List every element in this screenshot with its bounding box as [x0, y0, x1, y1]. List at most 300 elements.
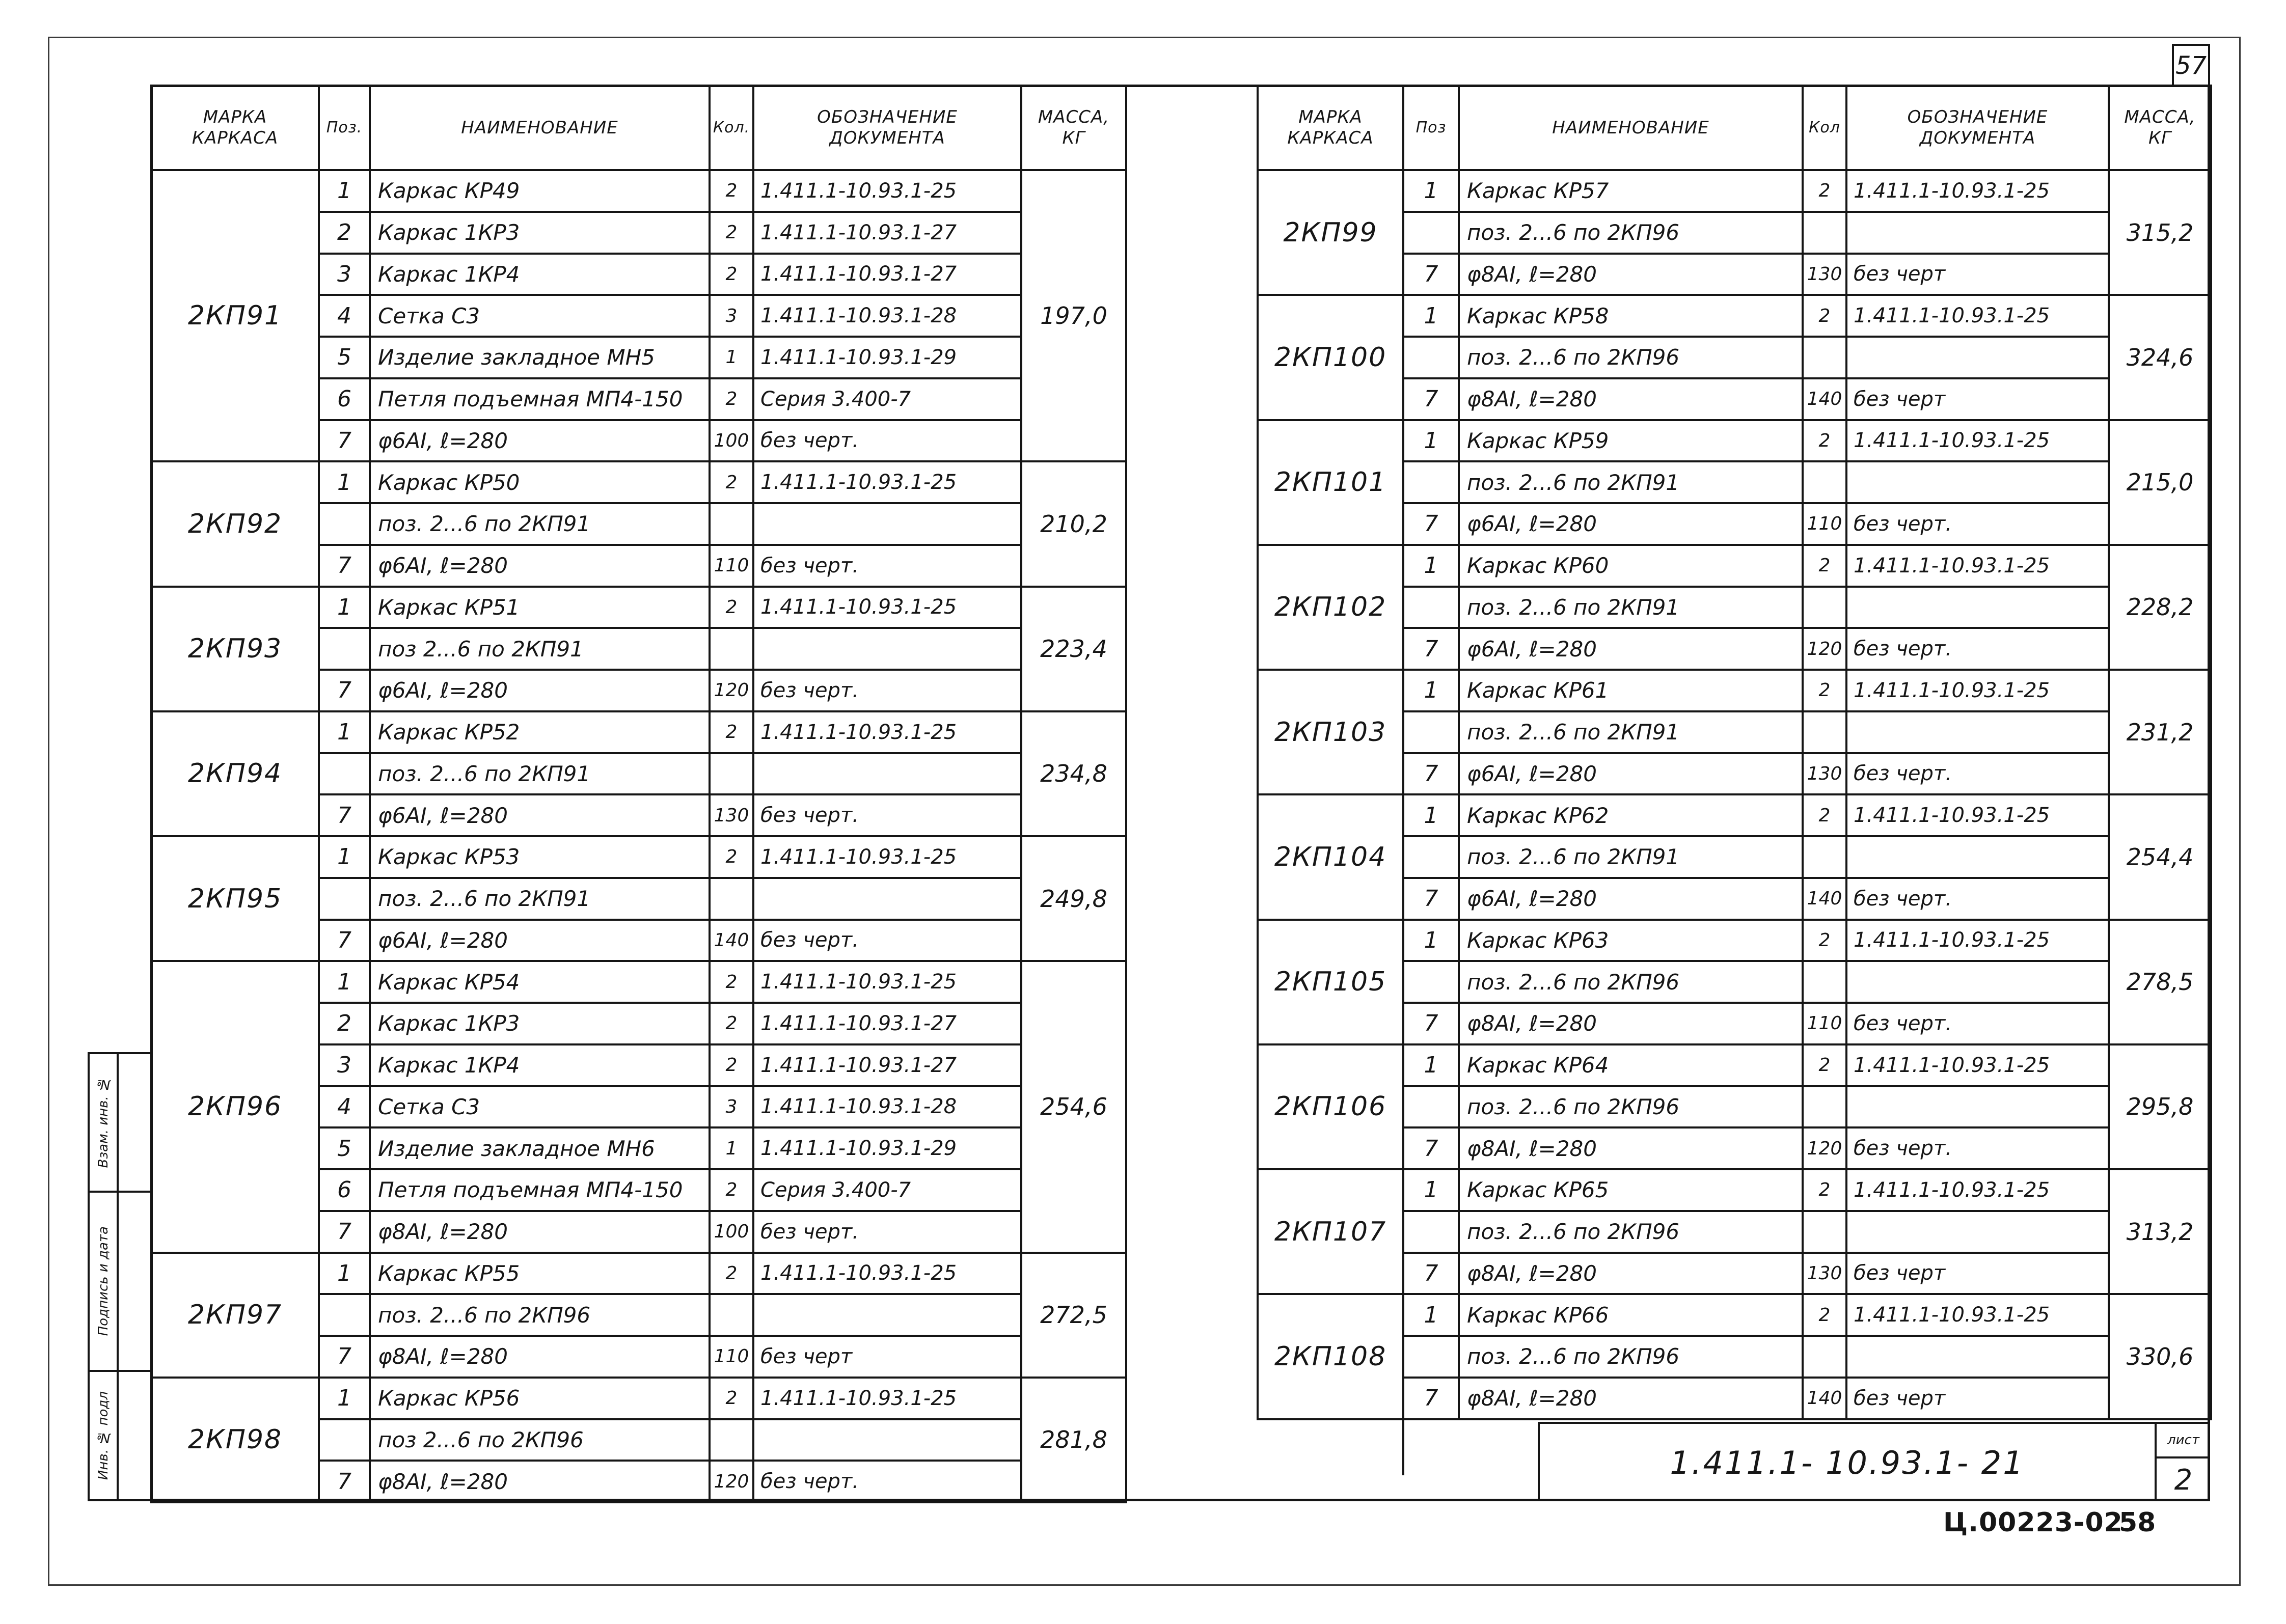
cell-name: Каркас КР61: [1459, 670, 1803, 711]
cell-doc: без черт.: [1846, 753, 2109, 795]
header-pos: Поз: [1403, 86, 1459, 170]
cell-name: Каркас 1КР3: [370, 1003, 710, 1044]
cell-pos: [1403, 1336, 1459, 1378]
header-mass: [1021, 86, 1126, 170]
frame-mark-cell: 2КП103: [1258, 670, 1403, 794]
cell-doc: без черт: [1846, 1378, 2109, 1419]
cell-doc: [1846, 1211, 2109, 1253]
cell-doc: 1.411.1-10.93.1-25: [1846, 920, 2109, 961]
cell-pos: 5: [319, 1127, 370, 1169]
cell-pos: [1403, 212, 1459, 254]
cell-doc: 1.411.1-10.93.1-25: [753, 170, 1021, 212]
table-row: [1258, 1294, 2211, 1336]
left-specification-table: [150, 85, 1127, 1503]
cell-doc: без черт.: [1846, 1127, 2109, 1169]
cell-doc: [1846, 461, 2109, 503]
cell-name: поз. 2...6 по 2КП96: [370, 1294, 710, 1336]
table-row: [1258, 1044, 2211, 1086]
cell-qty: 2: [710, 1378, 753, 1419]
cell-doc: без черт.: [753, 1211, 1021, 1253]
cell-doc: 1.411.1-10.93.1-25: [1846, 1294, 2109, 1336]
frame-mark-cell: 2КП107: [1258, 1169, 1403, 1294]
cell-pos: [319, 628, 370, 670]
cell-name: Каркас КР53: [370, 836, 710, 878]
cell-name: Каркас КР54: [370, 961, 710, 1003]
cell-qty: 140: [1803, 1378, 1846, 1419]
header-row: [151, 86, 1126, 170]
cell-pos: 1: [319, 836, 370, 878]
cell-pos: [319, 1419, 370, 1461]
mass-cell: 210,2: [1021, 461, 1126, 586]
cell-name: поз. 2...6 по 2КП91: [370, 503, 710, 545]
cell-name: Изделие закладное МН6: [370, 1127, 710, 1169]
header-name: НАИМЕНОВАНИЕ: [370, 86, 710, 170]
cell-doc: 1.411.1-10.93.1-29: [753, 337, 1021, 378]
cell-name: поз 2...6 по 2КП91: [370, 628, 710, 670]
cell-doc: [1846, 1336, 2109, 1378]
cell-doc: 1.411.1-10.93.1-25: [1846, 1044, 2109, 1086]
frame-mark-cell: 2КП100: [1258, 295, 1403, 420]
archive-page-number: 58: [2119, 1507, 2156, 1538]
cell-qty: [1803, 1336, 1846, 1378]
cell-name: φ8АI, ℓ=280: [1459, 378, 1803, 420]
side-label-signature-date: Подпись и дата: [95, 1226, 111, 1336]
cell-qty: 120: [710, 1461, 753, 1502]
cell-qty: 2: [710, 212, 753, 254]
cell-doc: 1.411.1-10.93.1-25: [753, 587, 1021, 628]
cell-name: Каркас КР50: [370, 461, 710, 503]
cell-name: поз. 2...6 по 2КП96: [1459, 961, 1803, 1003]
frame-mark-cell: 2КП93: [151, 587, 319, 711]
side-label-original-inv: Инв. № подл: [95, 1391, 111, 1480]
cell-pos: [1403, 1211, 1459, 1253]
cell-name: Изделие закладное МН5: [370, 337, 710, 378]
stamp-sheet-box: [2155, 1424, 2210, 1501]
cell-qty: [1803, 711, 1846, 753]
cell-qty: 100: [710, 1211, 753, 1253]
cell-doc: Серия 3.400-7: [753, 378, 1021, 420]
cell-pos: 7: [1403, 878, 1459, 920]
cell-doc: 1.411.1-10.93.1-25: [1846, 170, 2109, 212]
header-doc-line: ДОКУМЕНТА: [1919, 128, 2036, 148]
header-qty: Кол.: [710, 86, 753, 170]
cell-qty: 3: [710, 1086, 753, 1128]
table-row: [1258, 794, 2211, 836]
cell-name: Петля подъемная МП4-150: [370, 1169, 710, 1211]
cell-doc: [753, 753, 1021, 795]
table-row: [151, 1378, 1126, 1419]
header-mark-line: МАРКА: [203, 107, 267, 128]
cell-qty: 120: [1803, 1127, 1846, 1169]
cell-name: φ6АI, ℓ=280: [370, 920, 710, 961]
cell-qty: [710, 1419, 753, 1461]
mass-cell: 215,0: [2109, 420, 2211, 545]
table-row: [151, 961, 1126, 1003]
cell-pos: [1403, 711, 1459, 753]
cell-pos: [1403, 461, 1459, 503]
stamp-sheet-value: 2: [2174, 1463, 2193, 1497]
cell-name: φ6АI, ℓ=280: [1459, 753, 1803, 795]
cell-doc: без черт.: [1846, 878, 2109, 920]
cell-name: поз. 2...6 по 2КП96: [1459, 337, 1803, 378]
mass-cell: 313,2: [2109, 1169, 2211, 1294]
stamp-designation: 1.411.1- 10.93.1- 21: [1670, 1444, 2025, 1481]
cell-pos: 7: [319, 920, 370, 961]
table-row: [1258, 670, 2211, 711]
table-row: [1258, 295, 2211, 337]
cell-qty: 2: [710, 170, 753, 212]
cell-qty: 2: [1803, 1169, 1846, 1211]
cell-qty: [710, 878, 753, 920]
header-qty: Кол: [1803, 86, 1846, 170]
cell-doc: без черт.: [753, 545, 1021, 587]
cell-qty: [1803, 961, 1846, 1003]
table-row: [151, 587, 1126, 628]
cell-name: Каркас КР64: [1459, 1044, 1803, 1086]
cell-pos: 7: [319, 794, 370, 836]
cell-doc: без черт: [1846, 1253, 2109, 1295]
cell-name: Петля подъемная МП4-150: [370, 378, 710, 420]
header-doc-line: ОБОЗНАЧЕНИЕ: [1907, 107, 2048, 128]
cell-doc: 1.411.1-10.93.1-25: [753, 836, 1021, 878]
mass-cell: 281,8: [1021, 1378, 1126, 1502]
cell-doc: 1.411.1-10.93.1-27: [753, 1044, 1021, 1086]
header-mark: [151, 86, 319, 170]
cell-qty: [1803, 587, 1846, 628]
cell-doc: 1.411.1-10.93.1-25: [753, 1378, 1021, 1419]
mass-cell: 254,4: [2109, 794, 2211, 919]
side-cell-original-inv: [90, 1372, 117, 1499]
header-doc-line: ОБОЗНАЧЕНИЕ: [817, 107, 958, 128]
cell-pos: 1: [1403, 295, 1459, 337]
cell-pos: 1: [319, 461, 370, 503]
top-sheet-number-text: 57: [2175, 51, 2207, 80]
cell-qty: 130: [1803, 1253, 1846, 1295]
frame-mark-cell: 2КП102: [1258, 545, 1403, 670]
mass-cell: 223,4: [1021, 587, 1126, 711]
cell-name: φ6АI, ℓ=280: [1459, 503, 1803, 545]
cell-name: φ6АI, ℓ=280: [370, 794, 710, 836]
header-doc: [1846, 86, 2109, 170]
cell-pos: 7: [319, 1211, 370, 1253]
cell-pos: 7: [1403, 1253, 1459, 1295]
cell-pos: 1: [319, 961, 370, 1003]
cell-name: Каркас 1КР4: [370, 254, 710, 295]
stamp-sheet-label: лист: [2157, 1424, 2210, 1458]
cell-pos: [1403, 836, 1459, 878]
cell-pos: 7: [319, 670, 370, 711]
cell-name: Каркас КР63: [1459, 920, 1803, 961]
cell-name: поз. 2...6 по 2КП91: [1459, 461, 1803, 503]
cell-doc: [1846, 836, 2109, 878]
header-mass-line: КГ: [1062, 128, 1085, 148]
cell-doc: 1.411.1-10.93.1-25: [1846, 794, 2109, 836]
cell-doc: без черт: [753, 1336, 1021, 1378]
cell-doc: без черт.: [753, 670, 1021, 711]
cell-doc: Серия 3.400-7: [753, 1169, 1021, 1211]
cell-qty: 2: [1803, 1044, 1846, 1086]
cell-doc: [1846, 1086, 2109, 1128]
cell-name: φ6АI, ℓ=280: [1459, 628, 1803, 670]
cell-qty: [1803, 1086, 1846, 1128]
header-row: [1258, 86, 2211, 170]
cell-name: поз. 2...6 по 2КП96: [1459, 1336, 1803, 1378]
cell-qty: [1803, 836, 1846, 878]
cell-pos: 6: [319, 1169, 370, 1211]
binding-side-strip: [88, 1052, 153, 1501]
cell-pos: 1: [1403, 420, 1459, 462]
cell-pos: 1: [319, 1253, 370, 1295]
cell-name: φ8АI, ℓ=280: [1459, 1003, 1803, 1044]
cell-name: φ8АI, ℓ=280: [1459, 254, 1803, 295]
cell-qty: [710, 628, 753, 670]
cell-doc: [753, 878, 1021, 920]
cell-name: поз. 2...6 по 2КП96: [1459, 1211, 1803, 1253]
table-row: [1258, 1169, 2211, 1211]
cell-qty: 1: [710, 337, 753, 378]
frame-mark-cell: 2КП105: [1258, 920, 1403, 1044]
cell-doc: 1.411.1-10.93.1-28: [753, 295, 1021, 337]
cell-name: Сетка С3: [370, 295, 710, 337]
cell-qty: 2: [710, 378, 753, 420]
cell-qty: 2: [1803, 794, 1846, 836]
cell-qty: 2: [1803, 420, 1846, 462]
mass-cell: 330,6: [2109, 1294, 2211, 1419]
cell-qty: 120: [1803, 628, 1846, 670]
cell-doc: 1.411.1-10.93.1-25: [753, 1253, 1021, 1295]
frame-mark-cell: 2КП97: [151, 1253, 319, 1378]
frame-mark-cell: 2КП106: [1258, 1044, 1403, 1169]
frame-mark-cell: 2КП94: [151, 711, 319, 836]
mass-cell: 231,2: [2109, 670, 2211, 794]
cell-qty: 2: [710, 961, 753, 1003]
cell-pos: 7: [1403, 753, 1459, 795]
cell-qty: 2: [710, 1003, 753, 1044]
cell-doc: [1846, 337, 2109, 378]
cell-pos: 3: [319, 1044, 370, 1086]
cell-pos: 1: [1403, 670, 1459, 711]
cell-qty: 2: [710, 1044, 753, 1086]
cell-qty: 2: [710, 711, 753, 753]
cell-doc: без черт.: [753, 420, 1021, 462]
cell-qty: 2: [710, 254, 753, 295]
cell-qty: 2: [1803, 1294, 1846, 1336]
cell-doc: 1.411.1-10.93.1-25: [753, 961, 1021, 1003]
cell-name: поз 2...6 по 2КП96: [370, 1419, 710, 1461]
cell-doc: 1.411.1-10.93.1-25: [753, 711, 1021, 753]
cell-pos: 3: [319, 254, 370, 295]
table-row: [151, 170, 1126, 212]
cell-qty: [1803, 212, 1846, 254]
cell-name: Каркас КР59: [1459, 420, 1803, 462]
cell-qty: [710, 503, 753, 545]
cell-name: поз. 2...6 по 2КП96: [1459, 212, 1803, 254]
header-mark-line: МАРКА: [1298, 107, 1363, 128]
cell-name: поз. 2...6 по 2КП96: [1459, 1086, 1803, 1128]
cell-name: Каркас КР51: [370, 587, 710, 628]
cell-pos: [319, 1294, 370, 1336]
cell-name: φ8АI, ℓ=280: [1459, 1378, 1803, 1419]
cell-pos: [319, 753, 370, 795]
cell-pos: 1: [319, 711, 370, 753]
cell-pos: 7: [1403, 1127, 1459, 1169]
cell-pos: 7: [1403, 1378, 1459, 1419]
cell-doc: без черт.: [1846, 503, 2109, 545]
header-mass: [2109, 86, 2211, 170]
mass-cell: 249,8: [1021, 836, 1126, 961]
cell-doc: без черт.: [753, 920, 1021, 961]
cell-name: φ8АI, ℓ=280: [1459, 1127, 1803, 1169]
cell-doc: без черт.: [1846, 1003, 2109, 1044]
cell-name: Каркас КР65: [1459, 1169, 1803, 1211]
frame-mark-cell: 2КП99: [1258, 170, 1403, 295]
cell-doc: 1.411.1-10.93.1-27: [753, 212, 1021, 254]
cell-doc: 1.411.1-10.93.1-27: [753, 254, 1021, 295]
cell-pos: 1: [1403, 1169, 1459, 1211]
cell-name: Каркас КР52: [370, 711, 710, 753]
cell-name: φ6АI, ℓ=280: [1459, 878, 1803, 920]
cell-pos: 7: [1403, 628, 1459, 670]
cell-pos: 1: [1403, 794, 1459, 836]
cell-name: Каркас 1КР3: [370, 212, 710, 254]
cell-name: φ6АI, ℓ=280: [370, 670, 710, 711]
cell-qty: 120: [710, 670, 753, 711]
side-cell-replacement-inv: [90, 1054, 151, 1193]
table-row: [151, 1253, 1126, 1295]
cell-name: Каркас КР55: [370, 1253, 710, 1295]
cell-doc: без черт: [1846, 254, 2109, 295]
cell-doc: 1.411.1-10.93.1-25: [1846, 1169, 2109, 1211]
frame-mark-cell: 2КП108: [1258, 1294, 1403, 1419]
cell-qty: [710, 1294, 753, 1336]
cell-qty: 140: [710, 920, 753, 961]
cell-doc: 1.411.1-10.93.1-25: [1846, 670, 2109, 711]
cell-qty: 2: [710, 1169, 753, 1211]
cell-qty: 140: [1803, 378, 1846, 420]
cell-pos: [319, 503, 370, 545]
frame-mark-cell: 2КП91: [151, 170, 319, 461]
cell-pos: 2: [319, 1003, 370, 1044]
cell-pos: [319, 878, 370, 920]
cell-name: Каркас КР57: [1459, 170, 1803, 212]
cell-name: φ8АI, ℓ=280: [1459, 1253, 1803, 1295]
cell-pos: [1403, 1086, 1459, 1128]
cell-qty: 2: [710, 836, 753, 878]
mass-cell: 315,2: [2109, 170, 2211, 295]
cell-qty: [1803, 337, 1846, 378]
cell-name: Каркас КР58: [1459, 295, 1803, 337]
cell-name: Каркас КР60: [1459, 545, 1803, 587]
header-name: НАИМЕНОВАНИЕ: [1459, 86, 1803, 170]
cell-doc: без черт.: [1846, 628, 2109, 670]
archive-code: Ц.00223-02: [1943, 1507, 2123, 1538]
cell-qty: 110: [710, 1336, 753, 1378]
cell-pos: 1: [319, 587, 370, 628]
cell-pos: [1403, 961, 1459, 1003]
cell-pos: 7: [319, 1461, 370, 1502]
cell-qty: 2: [1803, 920, 1846, 961]
mass-cell: 228,2: [2109, 545, 2211, 670]
cell-pos: 7: [319, 420, 370, 462]
cell-name: Каркас КР62: [1459, 794, 1803, 836]
cell-pos: 1: [1403, 1044, 1459, 1086]
cell-name: поз. 2...6 по 2КП91: [1459, 836, 1803, 878]
cell-name: поз. 2...6 по 2КП91: [370, 878, 710, 920]
table-row: [1258, 545, 2211, 587]
cell-doc: 1.411.1-10.93.1-28: [753, 1086, 1021, 1128]
cell-qty: 100: [710, 420, 753, 462]
header-mark-line: КАРКАСА: [1287, 128, 1374, 148]
cell-pos: 7: [1403, 254, 1459, 295]
cell-qty: 2: [710, 1253, 753, 1295]
side-cell-signature-date: [90, 1193, 151, 1372]
cell-doc: [753, 1419, 1021, 1461]
cell-doc: 1.411.1-10.93.1-29: [753, 1127, 1021, 1169]
cell-doc: [1846, 711, 2109, 753]
cell-name: φ6АI, ℓ=280: [370, 545, 710, 587]
cell-name: Каркас КР66: [1459, 1294, 1803, 1336]
cell-doc: [753, 1294, 1021, 1336]
mass-cell: 234,8: [1021, 711, 1126, 836]
header-mass-line: МАССА,: [2124, 107, 2196, 128]
mass-cell: 295,8: [2109, 1044, 2211, 1169]
header-doc: [753, 86, 1021, 170]
cell-doc: 1.411.1-10.93.1-27: [753, 1003, 1021, 1044]
table-row: [1258, 420, 2211, 462]
table-row: [151, 836, 1126, 878]
side-label-replacement-inv: Взам. инв. №: [95, 1077, 111, 1168]
right-specification-table: [1257, 85, 2212, 1420]
mass-cell: 197,0: [1021, 170, 1126, 461]
header-mark: [1258, 86, 1403, 170]
cell-doc: [1846, 587, 2109, 628]
cell-doc: 1.411.1-10.93.1-25: [1846, 545, 2109, 587]
title-block-stamp: [1538, 1422, 2210, 1501]
cell-doc: без черт: [1846, 378, 2109, 420]
cell-qty: 2: [710, 587, 753, 628]
cell-pos: 4: [319, 295, 370, 337]
cell-doc: без черт.: [753, 1461, 1021, 1502]
cell-name: Каркас КР49: [370, 170, 710, 212]
cell-qty: 3: [710, 295, 753, 337]
header-mark-line: КАРКАСА: [192, 128, 279, 148]
cell-doc: [753, 503, 1021, 545]
cell-pos: 5: [319, 337, 370, 378]
cell-qty: 2: [1803, 295, 1846, 337]
cell-qty: 2: [710, 461, 753, 503]
frame-mark-cell: 2КП98: [151, 1378, 319, 1502]
cell-pos: 7: [1403, 503, 1459, 545]
cell-pos: 1: [319, 170, 370, 212]
cell-qty: [710, 753, 753, 795]
cell-name: Сетка С3: [370, 1086, 710, 1128]
cell-name: поз. 2...6 по 2КП91: [1459, 711, 1803, 753]
cell-pos: 7: [319, 1336, 370, 1378]
mass-cell: 254,6: [1021, 961, 1126, 1252]
cell-doc: [753, 628, 1021, 670]
cell-qty: 130: [1803, 254, 1846, 295]
table-row: [151, 711, 1126, 753]
top-sheet-number: [2172, 44, 2210, 86]
frame-mark-cell: 2КП92: [151, 461, 319, 586]
cell-pos: 7: [1403, 1003, 1459, 1044]
cell-qty: 130: [710, 794, 753, 836]
cell-name: φ6АI, ℓ=280: [370, 420, 710, 462]
cell-qty: 130: [1803, 753, 1846, 795]
cell-pos: 1: [1403, 1294, 1459, 1336]
cell-pos: 7: [1403, 378, 1459, 420]
cell-qty: 2: [1803, 670, 1846, 711]
